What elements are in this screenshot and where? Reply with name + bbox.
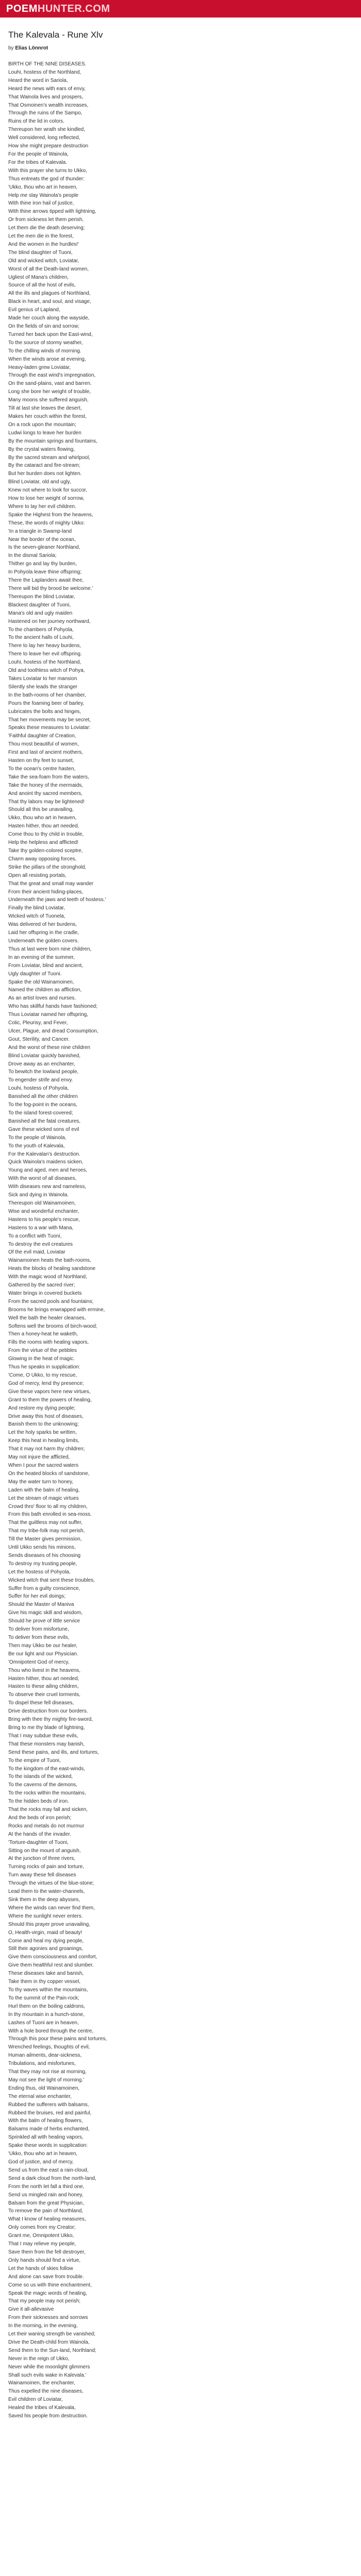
poem-line: Where the winds can never find them, <box>8 1905 95 1911</box>
poem-line: In the morning, in the evening, <box>8 2323 78 2329</box>
poem-line: Louhi, hostess of the Northland, <box>8 659 81 666</box>
poem-line: Wicked witch of Tuonela, <box>8 913 65 920</box>
poem-line: Thus expelled the nine diseases, <box>8 2388 84 2395</box>
poem-line: Speaks these measures to Loviatar: <box>8 725 91 731</box>
poem-line: Thou most beautiful of women, <box>8 741 79 748</box>
poem-line: To destroy my trusting people, <box>8 1561 77 1567</box>
poem-line: In the dismal Sariola; <box>8 553 57 559</box>
poem-line: That her movements may be secret, <box>8 717 91 723</box>
poem-line: From the sacred pools and fountains; <box>8 1298 94 1304</box>
poem-line: At the junction of three rivers, <box>8 1856 76 1862</box>
poem-line: Spake the Highest from the heavens, <box>8 512 93 518</box>
poem-line: Brooms he brings enwrapped with ermine, <box>8 1307 105 1313</box>
poem-line: Take the sea-foam from the waters, <box>8 774 89 780</box>
poem-line: Hastens to his people's rescue, <box>8 1216 80 1223</box>
poem-line: Never while the moonlight glimmers <box>8 2364 90 2370</box>
poem-line: Gout, Sterility, and Cancer. <box>8 1036 70 1042</box>
poem-line: Thus entreats the god of thunder: <box>8 176 85 182</box>
poem-line: What I know of healing measures, <box>8 2216 86 2223</box>
by-label: by <box>8 45 14 51</box>
poem-line: Ruins of the lid in colors. <box>8 118 64 125</box>
poem-line: To the youth of Kalevala, <box>8 1143 65 1149</box>
poem-line: Thereupon old Wainamoinen, <box>8 1200 76 1206</box>
poem-line: Thus he speaks in supplication: <box>8 1364 80 1370</box>
poem-line: That thy labors may be lightened! <box>8 799 85 805</box>
poem-line: Hastened on her journey northward, <box>8 618 91 624</box>
poem-line: From this bath enrolled in sea-moss. <box>8 1512 92 1518</box>
poem-line: When I pour the sacred waters <box>8 1462 79 1468</box>
poem-line: Turn away these fell diseases <box>8 1872 76 1878</box>
poem-line: Let the men die in the forest, <box>8 233 74 240</box>
poem-line: With the worst of all diseases, <box>8 1176 77 1182</box>
poem-line: And the women in the hurdles!' <box>8 241 79 247</box>
poem-line: That I may subdue these evils, <box>8 1733 78 1739</box>
poem-line: Blind Loviatar quickly banished, <box>8 1053 81 1059</box>
poem-line: Or from sickness let them perish, <box>8 217 84 223</box>
poem-line: Gathered by the sacred river; <box>8 1282 75 1289</box>
poem-line: Evil children of Loviatar, <box>8 2397 63 2403</box>
poem-line: Laid her offspring in the cradle, <box>8 930 79 936</box>
poem-line: With the balm of healing flowers, <box>8 2118 83 2124</box>
poem-line: Give them healthful rest and slumber. <box>8 1962 94 1969</box>
poem-line: Heavy-laden grew Loviatar, <box>8 364 71 370</box>
poem-line: Lashes of Tuoni are in heaven, <box>8 2020 79 2026</box>
poem-line: To destroy the evil creatures <box>8 1241 73 1247</box>
poem-line: From their sicknesses and sorrows <box>8 2315 88 2321</box>
poem-line: There to lay her heavy burdens, <box>8 643 81 649</box>
poem-line: Balsams made of herbs enchanted, <box>8 2126 90 2132</box>
poem-line: 'In a triangle in Swamp-land <box>8 528 72 534</box>
poem-line: Laden with the balm of healing, <box>8 1487 80 1493</box>
logo-text-hunter: HUNTER.COM <box>37 3 110 14</box>
poem-line: Save them from the fell destroyer, <box>8 2249 86 2255</box>
author-line <box>8 45 353 51</box>
poem-line: To the fog-point in the oceans, <box>8 1102 77 1108</box>
poem-line: By the sacred stream and whirlpool, <box>8 454 90 461</box>
poem-line: Long she bore her weight of trouble, <box>8 389 91 395</box>
poem-line: And the beds of iron perish; <box>8 1815 72 1821</box>
site-header <box>0 0 361 18</box>
poem-line: Should all this be unavailing, <box>8 807 74 813</box>
poem-line: And restore my dying people; <box>8 1405 76 1411</box>
poem-line: 'Torture-daughter of Tuoni, <box>8 1839 69 1845</box>
poem-line: To the source of stormy weather, <box>8 340 83 346</box>
poem-line: Thereupon the blind Loviatar, <box>8 594 75 600</box>
poem-line: Open all resisting portals, <box>8 872 67 878</box>
poem-line: These diseases take and banish, <box>8 1971 84 1977</box>
poem-line: Take the honey of the mermaids, <box>8 782 84 788</box>
poem-line: Hastens to a war with Mana, <box>8 1225 74 1231</box>
poem-line: That it may not harm thy children; <box>8 1446 85 1452</box>
poem-line: Human ailments, dear-sickness, <box>8 2053 82 2059</box>
poem-line: Bring with thee thy mighty fire-sword, <box>8 1717 93 1723</box>
poem-line: Fills the rooms with healing vapors, <box>8 1340 89 1346</box>
poem-line: 'Ukko, thou who art in heaven, <box>8 2151 78 2157</box>
poem-line: Named the children as affliction, <box>8 987 82 993</box>
poem-line: O, Health-virgin, maid of beauty! <box>8 1929 83 1936</box>
poem-line: Where the sunlight never enters. <box>8 1913 83 1919</box>
poem-line: Take thy golden-colored sceptre, <box>8 848 83 854</box>
poem-line: Thereupon her wrath she kindled, <box>8 127 85 133</box>
poem-line: In an evening of the summer, <box>8 954 75 960</box>
poem-line: Underneath the golden covers. <box>8 938 79 944</box>
poem-line: In the bath-rooms of her chamber, <box>8 692 86 698</box>
poem-line: Knew not where to look for succor, <box>8 487 87 494</box>
poem-line: Send a dark cloud from the north-land, <box>8 2175 96 2181</box>
poem-line: Drive away this host of diseases, <box>8 1413 84 1419</box>
poem-line: Takes Loviatar to her mansion <box>8 675 77 682</box>
poem-line: Let them die the death deserving; <box>8 225 85 231</box>
poem-line: Thither go and lay thy burden, <box>8 561 77 567</box>
poem-line: Send us from the east a rain-cloud, <box>8 2167 89 2173</box>
poem-line: These, the words of mighty Ukko: <box>8 520 85 526</box>
poem-line: Softens well the brooms of birch-wood; <box>8 1323 97 1329</box>
poem-line: To deliver from these evils, <box>8 1635 70 1640</box>
poem-line: To the chilling winds of morning. <box>8 348 81 354</box>
poem-line: Banish them to the unknowing; <box>8 1421 79 1428</box>
poem-title: The Kalevala - Rune Xlv <box>8 30 103 40</box>
poem-line: Let the hands of skies follow <box>8 2265 73 2272</box>
poem-line: 'Omnipotent God of mercy, <box>8 1659 70 1665</box>
poem-line: Send us mingled rain and honey, <box>8 2192 84 2198</box>
poem-line: The blind daughter of Tuoni, <box>8 249 73 256</box>
poem-line: Let the hostess of Pohyola, <box>8 1569 71 1575</box>
poem-line: Pours the foaming beer of barley, <box>8 700 85 706</box>
poem-line: On the heated blocks of sandstone, <box>8 1470 90 1477</box>
poem-line: Glowing in the heat of magic. <box>8 1356 75 1362</box>
poem-line: Banished all the other children <box>8 1094 78 1100</box>
poem-line: That Osmoinen's wealth increases, <box>8 102 89 108</box>
poem-line: With thine iron hail of justice, <box>8 200 74 207</box>
poem-line: Old and toothless witch of Pohya, <box>8 668 85 674</box>
poem-line: Tribulations, and misfortunes, <box>8 2061 76 2067</box>
poem-line: May the water turn to honey, <box>8 1479 73 1485</box>
poem-line: That Wainola lives and prospers, <box>8 94 84 100</box>
poem-line: Makes her couch within the forest, <box>8 413 87 419</box>
poem-line: May not injure the afflicted, <box>8 1454 70 1461</box>
poem-line: Till at last she leaves the desert, <box>8 405 82 412</box>
poem-line: Crowd thro' floor to all my children, <box>8 1503 88 1510</box>
poem-line: For the Kalevalan's destruction. <box>8 1151 80 1157</box>
poem-line: BIRTH OF THE NINE DISEASES. <box>8 61 87 67</box>
poem-line: With this prayer she turns to Ukko, <box>8 167 87 174</box>
poem-line: Young and aged, men and heroes, <box>8 1167 88 1174</box>
poem-line: Wise and wonderful enchanter, <box>8 1208 79 1214</box>
poem-line: With diseases new and nameless, <box>8 1184 87 1190</box>
poem-line: From the north let fall a third one, <box>8 2183 85 2190</box>
poem-line: Only comes from my Creator; <box>8 2225 76 2231</box>
poem-line: Give them consciousness and comfort, <box>8 1954 97 1960</box>
poem-line: Heats the blocks of healing sandstone <box>8 1266 95 1272</box>
poem-line: To the caverns of the demons, <box>8 1782 77 1788</box>
poem-line: Keep this heat in healing limits, <box>8 1438 79 1444</box>
poem-line: Drove away as an enchanter, <box>8 1061 75 1067</box>
poem-line: Worst of all the Death-land women, <box>8 266 89 272</box>
poem-line: Rubbed the sufferers with balsams, <box>8 2102 89 2108</box>
poem-line: By the cataract and fire-stream; <box>8 463 80 469</box>
poem-line: Turned her back upon the East-wind, <box>8 331 93 337</box>
poem-line: Let their waning strength be vanished; <box>8 2331 95 2337</box>
poem-line: But her burden does not lighten. <box>8 471 82 477</box>
poem-line: Quick Wainola's maidens sicken, <box>8 1159 84 1165</box>
poem-line: Spake the old Wainamoinen, <box>8 979 74 985</box>
poem-line: Come so us with thine enchantment, <box>8 2282 92 2288</box>
poem-line: To thy waves within the mountains, <box>8 1987 88 1993</box>
author-link[interactable]: Elias Lönnrot <box>15 45 48 51</box>
poem-line: Blackest daughter of Tuoni, <box>8 602 71 608</box>
poem-line: Speak the magic words of healing, <box>8 2290 87 2296</box>
poem-line: Send these pains, and ills, and tortures, <box>8 1749 99 1755</box>
poem-line: Louhi, hostess of Pohyola, <box>8 1086 69 1092</box>
poem-line: First and last of ancient mothers, <box>8 750 84 756</box>
poem-line: Strike the pillars of the stronghold, <box>8 864 87 870</box>
poem-line: Hasten hither, thou art needed, <box>8 823 79 829</box>
poem-line: On the fields of sin and sorrow; <box>8 324 79 329</box>
poem-line: Let the stream of magic virtues <box>8 1495 79 1501</box>
poem-line: Well considered, long reflected, <box>8 135 80 141</box>
poem-line: Was delivered of her burdens, <box>8 922 77 928</box>
poem-line: In thy mountain in a hunch-stone, <box>8 2011 85 2018</box>
site-logo[interactable] <box>6 3 110 15</box>
poem-line: From Loviatar, blind and ancient, <box>8 962 84 969</box>
poem-line: Through the ruins of the Sampo, <box>8 110 83 116</box>
poem-line: Send them to the Sun-land, Northland; <box>8 2347 96 2353</box>
poem-line: That my tribe-folk may not perish, <box>8 1528 85 1534</box>
poem-line: Well the bath the healer cleanses, <box>8 1315 86 1321</box>
poem-line: Should this prayer prove unavailing, <box>8 1921 90 1927</box>
poem-line: That my people may not perish; <box>8 2298 81 2304</box>
poem-line: Wainamoinen, the enchanter, <box>8 2380 75 2386</box>
poem-line: Made her couch along the wayside, <box>8 315 90 321</box>
poem-line: Until Ukko sends his minions, <box>8 1545 76 1551</box>
poem-body <box>8 60 353 2420</box>
poem-line: Heard the news with ears of envy, <box>8 86 86 92</box>
poem-line: In Pohyola leave thine offspring; <box>8 569 82 575</box>
poem-line: Thus at last were born nine children, <box>8 946 92 952</box>
poem-line: Shall such evils wake in Kalevala.' <box>8 2372 87 2378</box>
poem-line: As an artist loves and nurses. <box>8 995 76 1002</box>
poem-line: Black in heart, and soul, and visage, <box>8 299 91 305</box>
poem-line: Help me slay Wainola's people <box>8 192 79 198</box>
poem-line: And alone can save from trouble. <box>8 2274 84 2280</box>
poem-line: That these monsters may banish, <box>8 1741 85 1747</box>
poem-line: Suffer from a guilty conscience, <box>8 1585 80 1591</box>
poem-line: To deliver from misfortune, <box>8 1626 69 1633</box>
poem-line: Come and heal my dying people, <box>8 1938 84 1944</box>
poem-line: 'Come, O Ukko, to my rescue, <box>8 1372 77 1378</box>
poem-line: With a hole bored through the centre, <box>8 2028 94 2034</box>
poem-line: To the rocks within the mountains, <box>8 1790 86 1797</box>
poem-line: At the hands of the invader. <box>8 1831 71 1837</box>
poem-line: Ending thus, old Wainamoinen, <box>8 2085 80 2091</box>
poem-line: God of justice, and of mercy, <box>8 2159 74 2165</box>
poem-line: Sink them in the deep abysses, <box>8 1897 80 1903</box>
poem-line: To engender strife and envy. <box>8 1077 73 1083</box>
poem-line: May not see the light of morning.' <box>8 2077 84 2083</box>
poem-line: Hasten hither, thou art needed, <box>8 1675 79 1682</box>
poem-line: By the mountain springs and fountains, <box>8 438 97 444</box>
poem-line: The eternal wise enchanter, <box>8 2093 72 2099</box>
poem-line: On a rock upon the mountain; <box>8 421 76 428</box>
poem-line: Be our light and our Physician. <box>8 1651 78 1657</box>
poem-line: With thine arrows tipped with lightning, <box>8 209 96 215</box>
poem-line: Wainamoinen heats the bath-rooms, <box>8 1258 91 1264</box>
poem-line: Louhi, hostess of the Northland, <box>8 69 81 75</box>
poem-line: To observe their cruel torments, <box>8 1692 81 1698</box>
poem-line: With the magic wood of Northland, <box>8 1274 87 1280</box>
poem-line: From the virtue of the pebbles <box>8 1348 77 1354</box>
poem-line: That the guiltless may not suffer, <box>8 1520 83 1526</box>
poem-line: Mana's old and ugly maiden <box>8 610 73 616</box>
poem-line: To the hidden beds of iron. <box>8 1799 69 1805</box>
poem-line: Come thou to thy child in trouble, <box>8 832 84 838</box>
poem-line: Let the holy sparks be written, <box>8 1430 77 1436</box>
poem-line: Where to lay her evil children. <box>8 503 76 510</box>
poem-line: Drive destruction from our borders. <box>8 1708 88 1715</box>
poem-line: Hurl them on the boiling caldrons, <box>8 2003 85 2009</box>
poem-line: To the chambers of Pohyola, <box>8 626 74 633</box>
poem-line: Spake these words in supplication: <box>8 2143 88 2149</box>
poem-line: Many moons she suffered anguish, <box>8 397 89 403</box>
poem-line: Healed the tribes of Kalevala, <box>8 2405 76 2411</box>
poem-line: Silently she leads the stranger <box>8 684 77 690</box>
poem-line: To the ancient halls of Louhi, <box>8 635 74 641</box>
poem-line: To bewitch the lowland people, <box>8 1069 79 1075</box>
poem-line: When the winds arose at evening, <box>8 356 86 362</box>
poem-line: Balsam from the great Physician, <box>8 2200 84 2206</box>
poem-line: Thou who livest in the heavens, <box>8 1667 81 1673</box>
poem-line: Ugliest of Mana's children, <box>8 274 69 280</box>
poem-line: Should the Master of Maniva <box>8 1602 74 1608</box>
poem-line: Give these vapors here new virtues, <box>8 1388 91 1395</box>
poem-line: On the sand-plains, vast and barren. <box>8 381 92 387</box>
poem-line: Ugly daughter of Tuoni. <box>8 971 62 977</box>
poem-line: Should he prove of little service <box>8 1618 80 1624</box>
poem-line: Drive the Death-child from Wainola, <box>8 2339 90 2345</box>
poem-line: There to leave her evil offspring. <box>8 651 82 657</box>
poem-line: Lead them to the water-channels, <box>8 1889 85 1895</box>
poem-line: Thus Loviatar named her offspring, <box>8 1012 88 1018</box>
poem-line: Charm away opposing forces, <box>8 856 77 862</box>
poem-line: That the rocks may fall and sicken, <box>8 1807 88 1813</box>
poem-line: Wicked witch that sent these troubles, <box>8 1577 95 1583</box>
poem-line: Sitting on the mount of anguish, <box>8 1848 81 1854</box>
poem-line: Still their agonies and groanings, <box>8 1946 84 1952</box>
poem-line: Sends diseases of his choosing <box>8 1552 81 1558</box>
poem-line: Old and wicked witch, Loviatar, <box>8 258 79 264</box>
poem-line: Help the helpless and afflicted! <box>8 840 79 846</box>
poem-line: Turning rocks of pain and torture, <box>8 1864 84 1870</box>
poem-line: Grant me, Omnipotent Ukko, <box>8 2233 74 2239</box>
poem-line: Give his magic skill and wisdom, <box>8 1610 83 1616</box>
poem-line: To the islands of the wicked, <box>8 1774 73 1780</box>
poem-line: That the great and small may wander <box>8 880 94 887</box>
poem-line: Ludwi longs to leave her burden <box>8 430 81 436</box>
poem-line: Heard the word in Sariola, <box>8 77 68 83</box>
poem-line: Of the evil maid, Loviatar <box>8 1249 65 1256</box>
poem-line: Source of all the host of evils, <box>8 282 76 289</box>
poem-line: Sprinkled all with healing vapors, <box>8 2134 84 2141</box>
poem-line: Then may Ukko be our healer, <box>8 1642 77 1649</box>
poem-line: Evil genius of Lapland, <box>8 307 60 313</box>
poem-line: Never in the reign of Ukko, <box>8 2355 70 2362</box>
poem-line: To a conflict with Tuoni, <box>8 1233 62 1239</box>
poem-line: Who has skillful hands have fashioned; <box>8 1004 97 1010</box>
poem-line: How to lose her weight of sorrow, <box>8 496 85 502</box>
poem-line: Hasten to these ailing children, <box>8 1684 79 1690</box>
poem-line: Lubricates the bolts and hinges, <box>8 708 81 715</box>
poem-line: Through this pour these pains and tortures, <box>8 2036 107 2042</box>
poem-line: To the summit of the Pain-rock; <box>8 1995 79 2001</box>
poem-line: Water brings in covered buckets <box>8 1290 82 1296</box>
poem-line: That I may relieve my people, <box>8 2241 76 2247</box>
poem-line: Through the east wind's impregnation, <box>8 372 96 379</box>
poem-line: Till the Master gives permission, <box>8 1536 82 1543</box>
poem-line: To the empire of Tuoni, <box>8 1757 61 1764</box>
poem-line: To the ocean's centre hasten, <box>8 766 76 772</box>
poem-line: Rubbed the bruises, red and painful, <box>8 2110 92 2116</box>
poem-line: By the crystal waters flowing, <box>8 446 75 452</box>
poem-line: To the people of Wainola, <box>8 1134 67 1141</box>
poem-line: Take them in thy copper vessel, <box>8 1979 81 1985</box>
logo-text-poem: POEM <box>6 3 38 14</box>
poem-line: God of mercy, lend thy presence; <box>8 1380 84 1386</box>
poem-line: Colic, Pleurisy, and Fever, <box>8 1020 68 1026</box>
poem-line: Gave these wicked sons of evil <box>8 1126 79 1132</box>
poem-line: To remove the pain of Northland, <box>8 2208 84 2214</box>
poem-line: 'Faithful daughter of Creation, <box>8 733 76 739</box>
poem-line: To the island forest-covered; <box>8 1110 73 1116</box>
poem-line: Is the seven-gleaner Northland, <box>8 545 80 551</box>
poem-content <box>0 18 361 2420</box>
poem-line: There the Laplanders await thee, <box>8 578 84 584</box>
poem-line: Banished all the fatal creatures, <box>8 1118 81 1124</box>
poem-line: There will bid thy brood be welcome.' <box>8 586 93 591</box>
poem-line: Hasten on thy feet to sunset, <box>8 758 74 764</box>
poem-line: Bring to me thy blade of lightning, <box>8 1724 85 1731</box>
poem-line: Give it all-allevasive <box>8 2307 54 2313</box>
poem-line: All the ills and plagues of Northland, <box>8 291 91 297</box>
poem-line: To the kingdom of the east-winds, <box>8 1766 85 1772</box>
poem-line: 'Ukko, thou who art in heaven, <box>8 184 78 190</box>
poem-line: Ulcer, Plague, and dread Consumption, <box>8 1028 99 1034</box>
poem-line: Rocks and metals do not murmur <box>8 1823 85 1829</box>
poem-line: For the people of Wainola, <box>8 151 69 157</box>
poem-line: Then a honey-heat he waketh, <box>8 1331 78 1337</box>
poem-line: Underneath the jaws and teeth of hostess.' <box>8 897 106 903</box>
poem-line: Ukko, thou who art in heaven, <box>8 815 77 821</box>
poem-line: Blind Loviatar, old and ugly, <box>8 479 71 485</box>
poem-line: How she might prepare destruction <box>8 143 89 149</box>
poem-line: Grant to them the powers of healing, <box>8 1397 92 1403</box>
poem-line: Finally the blind Loviatar, <box>8 905 65 911</box>
poem-line: For the tribes of Kalevala. <box>8 159 67 165</box>
poem-line: Sick and dying in Wainola. <box>8 1192 69 1198</box>
poem-line: Only hands should find a virtue, <box>8 2257 81 2263</box>
poem-line: Through the virtues of the blue-stone; <box>8 1880 94 1887</box>
poem-line: And anoint thy sacred members, <box>8 790 83 796</box>
poem-line: To dispel these fell diseases, <box>8 1700 74 1706</box>
poem-line: Suffer for her evil doings; <box>8 1594 65 1600</box>
poem-line: From their ancient hiding-places, <box>8 889 84 895</box>
poem-line: And the worst of these nine children <box>8 1044 90 1050</box>
poem-line: Saved his people from destruction. <box>8 2413 88 2419</box>
poem-line: Wrenched feelings, thoughts of evil, <box>8 2044 90 2050</box>
poem-line: That they may not rise at morning, <box>8 2069 87 2075</box>
poem-line: Near the border of the ocean, <box>8 536 76 543</box>
